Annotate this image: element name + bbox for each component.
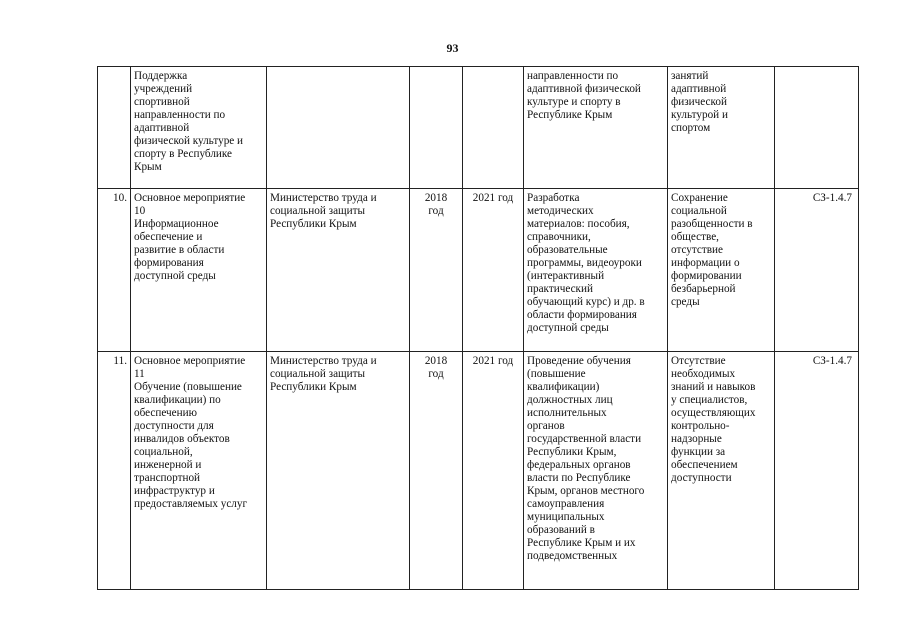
consequence-cell: Сохранение социальной разобщенности в обществе, отсутствие информации о формировании безбарьерной среды	[668, 189, 775, 352]
table-row	[98, 189, 859, 352]
expected-result-cell: направленности по адаптивной физической культуре и спорту в Республике Крым	[524, 67, 668, 189]
end-year-cell	[463, 67, 524, 189]
page-number: 93	[446, 41, 459, 55]
activity-cell: Основное мероприятие 11 Обучение (повышение квалификации) по обеспечению доступности для инвалидов объектов социальной, инженерной и транспортной инфраструктур и предоставляемых услуг	[131, 352, 267, 590]
executor-cell: Министерство труда и социальной защиты Республики Крым	[267, 352, 410, 590]
end-year-cell: 2021 год	[463, 352, 524, 590]
indicator-link-cell	[775, 67, 859, 189]
consequence-cell: занятий адаптивной физической культурой и спортом	[668, 67, 775, 189]
start-year-cell: 2018 год	[410, 189, 463, 352]
row-number-cell	[98, 67, 131, 189]
table-row	[98, 67, 859, 189]
row-number-cell: 11.	[98, 352, 131, 590]
activity-cell: Основное мероприятие 10 Информационное обеспечение и развитие в области формирования доступной среды	[131, 189, 267, 352]
activity-cell: Поддержка учреждений спортивной направленности по адаптивной физической культуре и спорту в Республике Крым	[131, 67, 267, 189]
start-year-cell	[410, 67, 463, 189]
indicator-link-cell: СЗ-1.4.7	[775, 189, 859, 352]
row-number-cell: 10.	[98, 189, 131, 352]
indicator-link-cell: СЗ-1.4.7	[775, 352, 859, 590]
start-year-cell: 2018 год	[410, 352, 463, 590]
expected-result-cell: Разработка методических материалов: пособия, справочники, образовательные программы, видеоуроки (интерактивный практический обучающий курс) и др. в области формирования доступной среды	[524, 189, 668, 352]
consequence-cell: Отсутствие необходимых знаний и навыков у специалистов, осуществляющих контрольно- надзорные функции за обеспечением доступности	[668, 352, 775, 590]
program-activities-table	[97, 66, 859, 590]
executor-cell	[267, 67, 410, 189]
executor-cell: Министерство труда и социальной защиты Республики Крым	[267, 189, 410, 352]
expected-result-cell: Проведение обучения (повышение квалификации) должностных лиц исполнительных органов государственной власти Республики Крым, федеральных органов власти по Республике Крым, органов местного самоуправления муниципальных образований в Республике Крым и их подведомственных	[524, 352, 668, 590]
end-year-cell: 2021 год	[463, 189, 524, 352]
table-row	[98, 352, 859, 590]
